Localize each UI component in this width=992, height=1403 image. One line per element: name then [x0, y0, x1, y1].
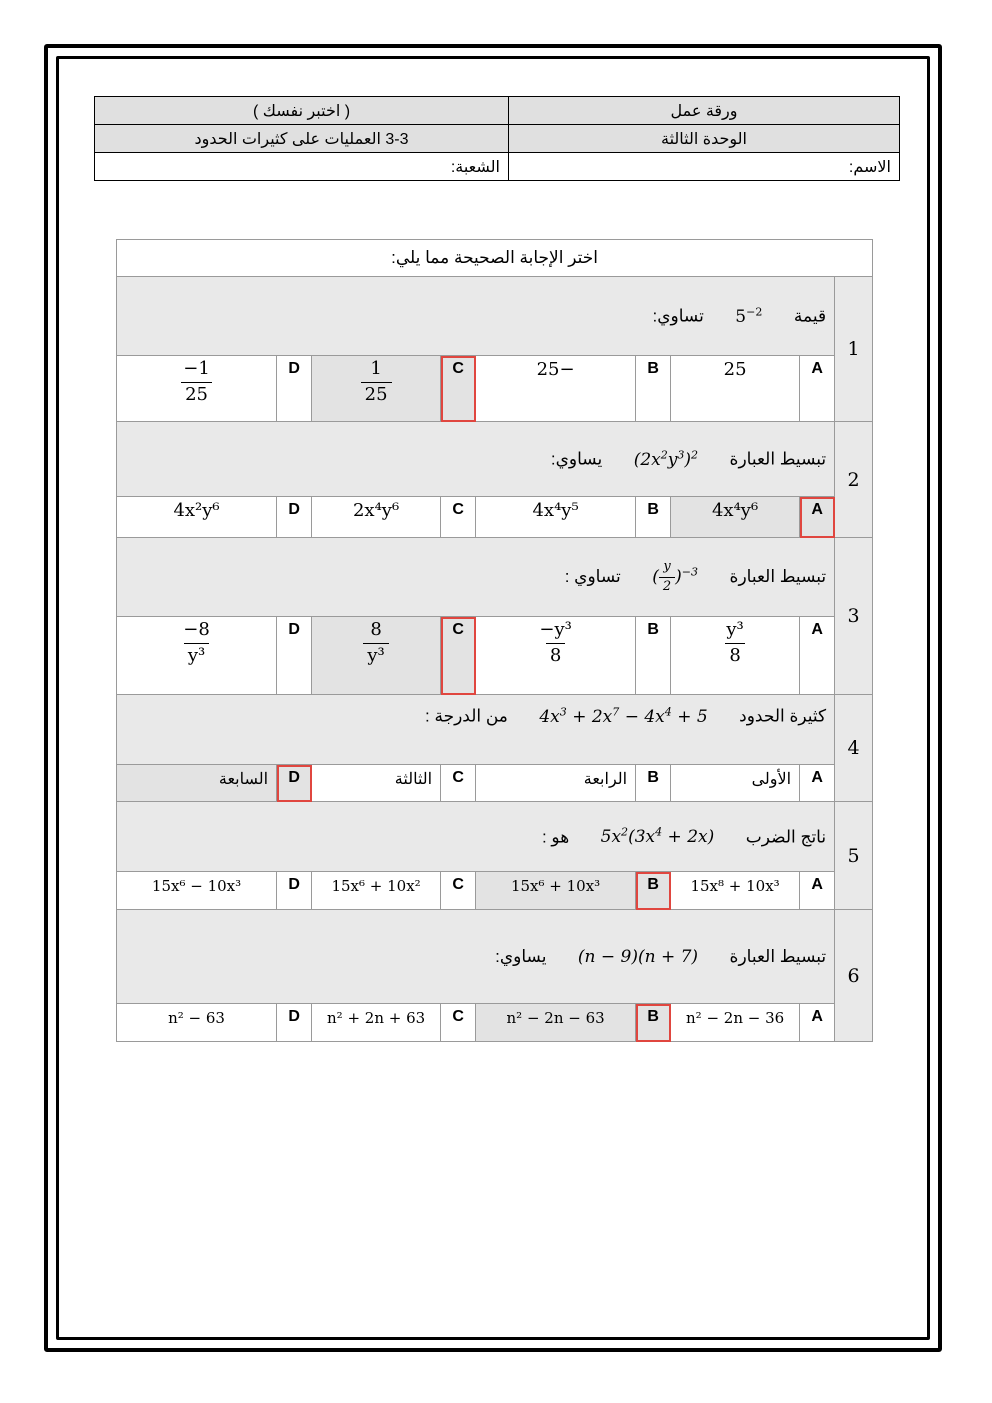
option-letter: A: [800, 1004, 835, 1042]
option-a[interactable]: 15x⁸ + 10x³: [671, 872, 800, 910]
question-stem: تبسيط العبارة $(2x^2y^3)^2$ يساوي:: [117, 422, 835, 497]
option-b[interactable]: −25: [476, 356, 636, 422]
question-number: 5: [835, 802, 873, 910]
stem-math: $5^{-2}$: [735, 305, 763, 327]
lesson-label: 3-3 العمليات على كثيرات الحدود: [95, 125, 509, 153]
option-c[interactable]: 2x⁴y⁶: [312, 497, 441, 538]
option-c[interactable]: n² + 2n + 63: [312, 1004, 441, 1042]
option-d[interactable]: $\frac{-1}{25}$: [117, 356, 277, 422]
instructions: اختر الإجابة الصحيحة مما يلي:: [117, 240, 873, 277]
option-letter: B: [636, 765, 671, 802]
option-letter: D: [277, 1004, 312, 1042]
option-d[interactable]: n² − 63: [117, 1004, 277, 1042]
self-test-label: ( اختبر نفسك ): [95, 97, 509, 125]
worksheet-label: ورقة عمل: [509, 97, 900, 125]
option-letter-selected: A: [800, 497, 835, 538]
option-d[interactable]: 4x²y⁶: [117, 497, 277, 538]
question-number: 4: [835, 695, 873, 802]
questions-table: [116, 239, 873, 1042]
option-c[interactable]: $\frac{8}{\text{y³}}$: [312, 617, 441, 695]
option-letter-selected: D: [277, 765, 312, 802]
section-field[interactable]: الشعبة:: [95, 153, 509, 181]
option-c[interactable]: الثالثة: [312, 765, 441, 802]
option-letter-selected: C: [441, 356, 476, 422]
option-letter: C: [441, 497, 476, 538]
option-letter: A: [800, 872, 835, 910]
option-c[interactable]: 15x⁶ + 10x²: [312, 872, 441, 910]
option-b[interactable]: n² − 2n − 63: [476, 1004, 636, 1042]
question-number: 1: [835, 277, 873, 422]
question-stem: ناتج الضرب $5x^2(3x^4 + 2x)$ هو :: [117, 802, 835, 872]
stem-math: (n − 9)(n + 7): [577, 946, 699, 967]
question-stem: تبسيط العبارة ( $\frac{y}{2}$ )$^{-3}$ تساوي :: [117, 538, 835, 617]
stem-math: $4x^3 + 2x^7 - 4x^4 + 5$: [539, 705, 708, 727]
option-b[interactable]: الرابعة: [476, 765, 636, 802]
option-letter: A: [800, 765, 835, 802]
option-d[interactable]: 15x⁶ − 10x³: [117, 872, 277, 910]
option-letter: C: [441, 1004, 476, 1042]
name-field[interactable]: الاسم:: [509, 153, 900, 181]
option-a[interactable]: الأولى: [671, 765, 800, 802]
option-letter: D: [277, 617, 312, 695]
option-b[interactable]: 4x⁴y⁵: [476, 497, 636, 538]
option-c[interactable]: $\frac{1}{25}$: [312, 356, 441, 422]
option-letter: D: [277, 356, 312, 422]
option-letter: B: [636, 617, 671, 695]
option-d[interactable]: السابعة: [117, 765, 277, 802]
option-letter: B: [636, 497, 671, 538]
option-letter: D: [277, 872, 312, 910]
stem-math: $(2x^2y^3)^2$: [633, 448, 699, 470]
question-stem: كثيرة الحدود $4x^3 + 2x^7 - 4x^4 + 5$ من الدرجة :: [117, 695, 835, 765]
option-letter: C: [441, 872, 476, 910]
option-letter: D: [277, 497, 312, 538]
question-number: 2: [835, 422, 873, 538]
question-stem: قيمة $5^{-2}$ تساوي:: [117, 277, 835, 356]
option-letter: C: [441, 765, 476, 802]
option-a[interactable]: 25: [671, 356, 800, 422]
stem-math: $5x^2(3x^4 + 2x)$: [600, 825, 715, 848]
stem-math: ( $\frac{y}{2}$ )$^{-3}$: [652, 558, 699, 594]
option-a[interactable]: $\frac{\text{y³}}{8}$: [671, 617, 800, 695]
option-letter-selected: C: [441, 617, 476, 695]
option-letter: A: [800, 356, 835, 422]
option-b[interactable]: $\frac{\text{−y³}}{8}$: [476, 617, 636, 695]
option-d[interactable]: $\frac{-8}{\text{y³}}$: [117, 617, 277, 695]
worksheet-header: [94, 96, 900, 181]
option-letter: A: [800, 617, 835, 695]
question-number: 6: [835, 910, 873, 1042]
option-letter-selected: B: [636, 1004, 671, 1042]
option-letter-selected: B: [636, 872, 671, 910]
question-number: 3: [835, 538, 873, 695]
question-stem: تبسيط العبارة (n − 9)(n + 7) يساوي:: [117, 910, 835, 1004]
unit-label: الوحدة الثالثة: [509, 125, 900, 153]
option-b[interactable]: 15x⁶ + 10x³: [476, 872, 636, 910]
option-a[interactable]: 4x⁴y⁶: [671, 497, 800, 538]
option-letter: B: [636, 356, 671, 422]
option-a[interactable]: n² − 2n − 36: [671, 1004, 800, 1042]
